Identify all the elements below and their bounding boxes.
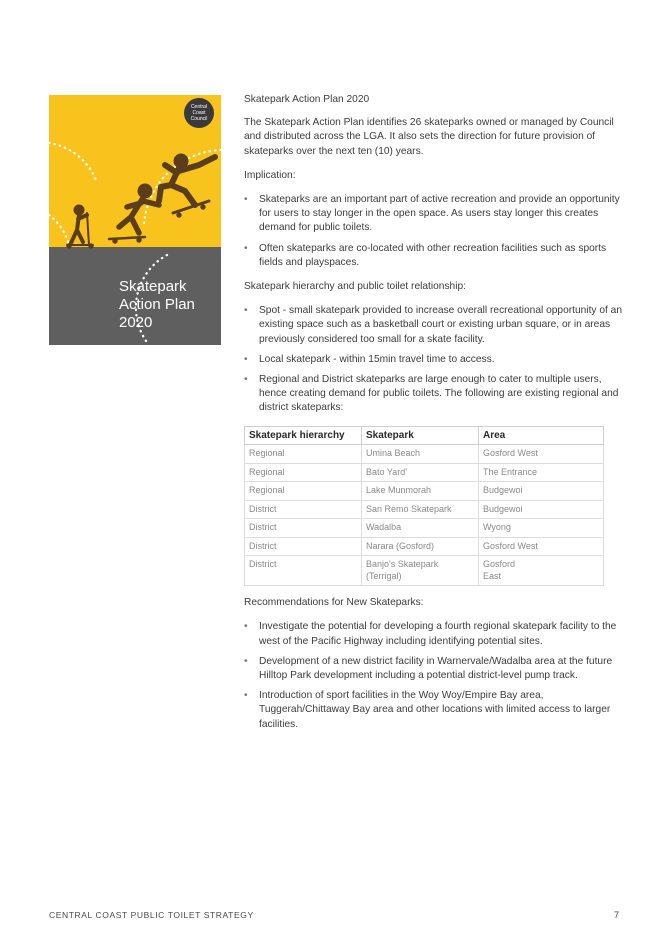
logo-line-1: Central [190, 104, 208, 110]
list-item: • Development of a new district facility in Warnervale/Wadalba area at the future Hilltop Park development including a potential district-level pump track. [244, 655, 622, 683]
column-header-area: Area [479, 426, 604, 445]
cell-area: Budgewoi [479, 500, 604, 519]
cell-area: Gosford East [479, 556, 604, 586]
cell-skatepark: Lake Munmorah [362, 482, 479, 501]
skatepark-action-plan-cover [49, 95, 221, 345]
implication-list [244, 193, 622, 270]
table-row [245, 463, 604, 482]
hierarchy-list [244, 304, 622, 415]
table-row [245, 500, 604, 519]
cover-title-line-1: Skatepark [119, 278, 187, 295]
table-row [245, 537, 604, 556]
list-item: • Regional and District skateparks are large enough to cater to multiple users, hence creating demand for public toilets. The following are existing regional and district skateparks: [244, 373, 622, 416]
cell-skatepark: San Remo Skatepark [362, 500, 479, 519]
cell-area: Wyong [479, 519, 604, 538]
list-item: • Often skateparks are co-located with other recreation facilities such as sports fields and playspaces. [244, 242, 622, 270]
logo-line-2: Coast [192, 110, 206, 116]
table-row [245, 556, 604, 586]
table-row [245, 519, 604, 538]
cell-area: Gosford West [479, 445, 604, 464]
recommendations-list [244, 620, 622, 731]
hierarchy-label: Skatepark hierarchy and public toilet relationship: [244, 281, 466, 293]
section-title: Skatepark Action Plan 2020 [244, 94, 370, 105]
cell-hierarchy: District [245, 556, 362, 586]
footer-title: CENTRAL COAST PUBLIC TOILET STRATEGY [49, 910, 254, 920]
cell-skatepark: Banjo's Skatepark (Terrigal) [362, 556, 479, 586]
cell-area: Budgewoi [479, 482, 604, 501]
page-number: 7 [614, 910, 620, 920]
cell-skatepark: Bato Yard' [362, 463, 479, 482]
skatepark-table [244, 426, 604, 587]
table-row [245, 482, 604, 501]
list-item: • Investigate the potential for developing a fourth regional skatepark facility to the west of the Pacific Highway including identifying potential sites. [244, 620, 622, 648]
list-item: • Local skatepark - within 15min travel time to access. [244, 353, 622, 367]
table-body [245, 445, 604, 586]
logo-line-3: Council [190, 116, 208, 122]
cell-hierarchy: District [245, 519, 362, 538]
cell-hierarchy: District [245, 500, 362, 519]
column-header-hierarchy: Skatepark hierarchy [245, 426, 362, 445]
column-header-skatepark: Skatepark [362, 426, 479, 445]
cell-hierarchy: Regional [245, 445, 362, 464]
cell-hierarchy: District [245, 537, 362, 556]
recommendations-label: Recommendations for New Skateparks: [244, 597, 424, 609]
cover-title-line-2: Action Plan [119, 296, 195, 313]
cell-area: Gosford West [479, 537, 604, 556]
table-header-row [245, 426, 604, 445]
cell-skatepark: Narara (Gosford) [362, 537, 479, 556]
cell-area: The Entrance [479, 463, 604, 482]
cell-hierarchy: Regional [245, 463, 362, 482]
cell-skatepark: Umina Beach [362, 445, 479, 464]
main-content [244, 93, 622, 742]
list-item: • Spot - small skatepark provided to increase overall recreational opportunity of an existing space such as a basketball court or existing urban square, or in areas previously considered too small for a skate facility. [244, 304, 622, 347]
cover-title-line-3: 2020 [119, 314, 153, 331]
cover-illustration [49, 95, 221, 345]
list-item: • Skateparks are an important part of active recreation and provide an opportunity for users to stay longer in the open space. As users stay longer this creates demand for public toilets. [244, 193, 622, 236]
cell-skatepark: Wadalba [362, 519, 479, 538]
list-item: • Introduction of sport facilities in the Woy Woy/Empire Bay area, Tuggerah/Chittaway Bay area and other locations with limited access to larger facilities. [244, 689, 622, 732]
table-row [245, 445, 604, 464]
cell-hierarchy: Regional [245, 482, 362, 501]
intro-paragraph: The Skatepark Action Plan identifies 26 skateparks owned or managed by Council and distributed across the LGA. It also sets the direction for future provision of skateparks over the next ten (10) years. [244, 117, 614, 157]
implication-label: Implication: [244, 169, 296, 181]
